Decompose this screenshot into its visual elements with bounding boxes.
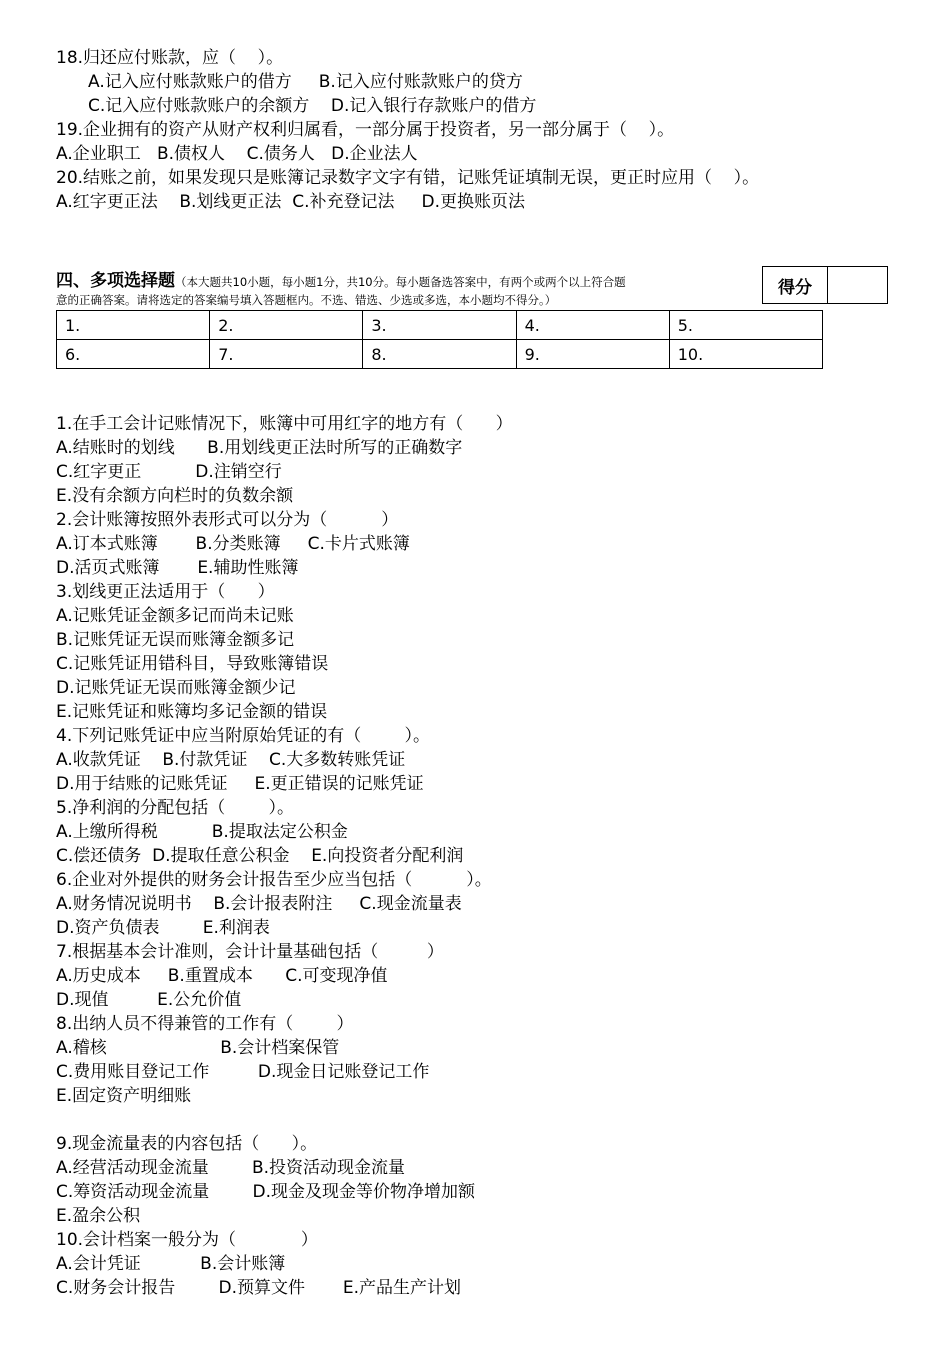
- answer-cell-9[interactable]: 9.: [516, 340, 669, 369]
- question-18: 18.归还应付账款，应（ ）。: [56, 48, 284, 68]
- mc-option-line: A.结账时的划线 B.用划线更正法时所写的正确数字: [56, 438, 463, 458]
- mc-option-line: D.资产负债表 E.利润表: [56, 918, 270, 938]
- mc-question-8: 8.出纳人员不得兼管的工作有（ ）: [56, 1014, 354, 1034]
- mc-option-line: C.财务会计报告 D.预算文件 E.产品生产计划: [56, 1278, 461, 1298]
- answer-cell-6[interactable]: 6.: [57, 340, 210, 369]
- mc-option-line: C.记账凭证用错科目，导致账簿错误: [56, 654, 329, 674]
- mc-question-10: 10.会计档案一般分为（ ）: [56, 1230, 318, 1250]
- answer-cell-5[interactable]: 5.: [669, 311, 822, 340]
- mc-question-5: 5.净利润的分配包括（ ）。: [56, 798, 294, 818]
- answer-cell-7[interactable]: 7.: [210, 340, 363, 369]
- mc-option-line: A.上缴所得税 B.提取法定公积金: [56, 822, 348, 842]
- section-description-1: （本大题共10小题，每小题1分，共10分。每小题备选答案中，有两个或两个以上符合题: [175, 275, 626, 289]
- mc-option-line: B.记账凭证无误而账簿金额多记: [56, 630, 295, 650]
- score-value[interactable]: [828, 267, 887, 303]
- mc-option-line: A.稽核 B.会计档案保管: [56, 1038, 340, 1058]
- answer-cell-2[interactable]: 2.: [210, 311, 363, 340]
- mc-option-line: D.记账凭证无误而账簿金额少记: [56, 678, 296, 698]
- mc-question-4: 4.下列记账凭证中应当附原始凭证的有（ ）。: [56, 726, 430, 746]
- answer-cell-1[interactable]: 1.: [57, 311, 210, 340]
- mc-option-line: E.固定资产明细账: [56, 1086, 192, 1106]
- answer-cell-10[interactable]: 10.: [669, 340, 822, 369]
- question-19-options: A.企业职工 B.债权人 C.债务人 D.企业法人: [56, 144, 418, 164]
- section-header: [56, 270, 761, 308]
- mc-option-line: A.财务情况说明书 B.会计报表附注 C.现金流量表: [56, 894, 462, 914]
- question-18-options-cd: C.记入应付账款账户的余额方 D.记入银行存款账户的借方: [88, 96, 537, 116]
- mc-option-line: A.历史成本 B.重置成本 C.可变现净值: [56, 966, 388, 986]
- mc-question-1: 1.在手工会计记账情况下，账簿中可用红字的地方有（ ）: [56, 414, 513, 434]
- mc-option-line: D.现值 E.公允价值: [56, 990, 242, 1010]
- mc-option-line: D.用于结账的记账凭证 E.更正错误的记账凭证: [56, 774, 424, 794]
- answer-cell-3[interactable]: 3.: [363, 311, 516, 340]
- mc-option-line: E.没有余额方向栏时的负数余额: [56, 486, 294, 506]
- mc-question-6: 6.企业对外提供的财务会计报告至少应当包括（ ）。: [56, 870, 492, 890]
- answer-row: [57, 311, 823, 340]
- mc-option-line: E.盈余公积: [56, 1206, 141, 1226]
- mc-option-line: A.记账凭证金额多记而尚未记账: [56, 606, 294, 626]
- answer-grid: [56, 310, 823, 369]
- question-20-options: A.红字更正法 B.划线更正法 C.补充登记法 D.更换账页法: [56, 192, 526, 212]
- section-title: 四、多项选择题: [56, 271, 175, 291]
- mc-option-line: C.筹资活动现金流量 D.现金及现金等价物净增加额: [56, 1182, 475, 1202]
- mc-question-9: 9.现金流量表的内容包括（ ）。: [56, 1134, 318, 1154]
- mc-option-line: A.订本式账簿 B.分类账簿 C.卡片式账簿: [56, 534, 410, 554]
- mc-question-2: 2.会计账簿按照外表形式可以分为（ ）: [56, 510, 399, 530]
- question-20: 20.结账之前，如果发现只是账簿记录数字文字有错，记账凭证填制无误，更正时应用（ ）。: [56, 168, 760, 188]
- mc-option-line: E.记账凭证和账簿均多记金额的错误: [56, 702, 328, 722]
- mc-option-line: A.经营活动现金流量 B.投资活动现金流量: [56, 1158, 406, 1178]
- mc-option-line: C.费用账目登记工作 D.现金日记账登记工作: [56, 1062, 430, 1082]
- mc-option-line: D.活页式账簿 E.辅助性账簿: [56, 558, 299, 578]
- question-19: 19.企业拥有的资产从财产权利归属看，一部分属于投资者，另一部分属于（ ）。: [56, 120, 675, 140]
- answer-cell-8[interactable]: 8.: [363, 340, 516, 369]
- mc-option-line: C.偿还债务 D.提取任意公积金 E.向投资者分配利润: [56, 846, 464, 866]
- score-label: 得分: [763, 267, 828, 303]
- mc-option-line: A.会计凭证 B.会计账簿: [56, 1254, 286, 1274]
- mc-question-3: 3.划线更正法适用于（ ）: [56, 582, 275, 602]
- mc-option-line: A.收款凭证 B.付款凭证 C.大多数转账凭证: [56, 750, 406, 770]
- answer-cell-4[interactable]: 4.: [516, 311, 669, 340]
- score-box: [762, 266, 888, 304]
- mc-option-line: C.红字更正 D.注销空行: [56, 462, 282, 482]
- section-description-2: 意的正确答案。请将选定的答案编号填入答题框内。不选、错选、少选或多选，本小题均不得分。）: [56, 293, 557, 307]
- mc-question-7: 7.根据基本会计准则，会计计量基础包括（ ）: [56, 942, 444, 962]
- answer-row: [57, 340, 823, 369]
- question-18-options-ab: A.记入应付账款账户的借方 B.记入应付账款账户的贷方: [88, 72, 523, 92]
